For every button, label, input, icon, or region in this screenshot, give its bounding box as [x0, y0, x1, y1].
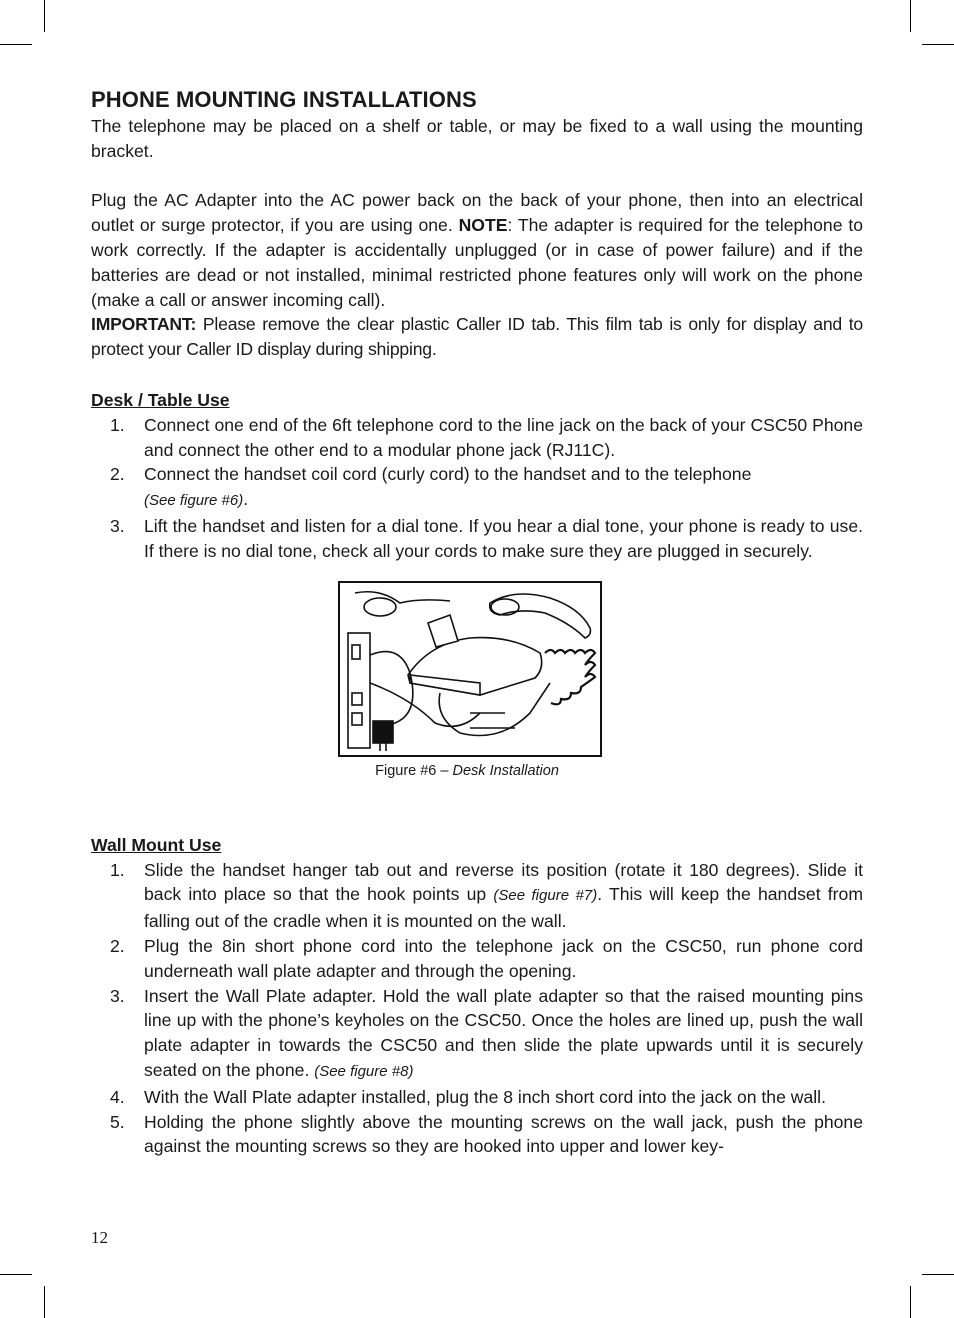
figure-reference: (See figure #6): [144, 492, 244, 510]
desk-installation-illustration: [338, 581, 602, 757]
crop-mark: [922, 44, 954, 45]
list-item: 2. Connect the handset coil cord (curly cord) to the handset and to the telephone (See figure #6).: [110, 464, 752, 510]
note-label: NOTE: [458, 215, 508, 236]
desk-steps: [91, 413, 863, 564]
desk-section-title: Desk / Table Use: [91, 389, 230, 410]
crop-mark: [44, 1286, 45, 1318]
figure-caption: Figure #6 – Desk Installation: [375, 762, 559, 779]
list-item: 2. Plug the 8in short phone cord into the telephone jack on the CSC50, run phone cord underneath wall plate adapter and through the opening.: [110, 935, 863, 981]
phone-illustration: [340, 583, 600, 755]
intro-paragraph: The telephone may be placed on a shelf or table, or may be fixed to a wall using the mounting bracket.: [91, 116, 863, 161]
important-paragraph: IMPORTANT: Please remove the clear plastic Caller ID tab. This film tab is only for display and to protect your Caller ID display during shipping.: [91, 314, 863, 360]
crop-mark: [0, 44, 32, 45]
wall-steps: [91, 858, 863, 1160]
page-title: PHONE MOUNTING INSTALLATIONS: [91, 87, 477, 112]
crop-mark: [922, 1274, 954, 1275]
figure: [91, 564, 863, 792]
crop-mark: [910, 1286, 911, 1318]
wall-section-title: Wall Mount Use: [91, 834, 222, 855]
page-content: [91, 86, 863, 1159]
important-label: IMPORTANT:: [91, 314, 197, 335]
crop-mark: [0, 1274, 32, 1275]
page-number: 12: [91, 1228, 108, 1247]
list-item: 3. Insert the Wall Plate adapter. Hold the wall plate adapter so that the raised mounting pins line up with the phone’s keyholes on the CSC50. Once the holes are lined up, push the wall plate adapter in towards the CSC50 and then slide the plate upwards until it is securely seated on the phone. (See figure #8): [110, 985, 863, 1080]
crop-mark: [910, 0, 911, 32]
list-item: 5. Holding the phone slightly above the mounting screws on the wall jack, push the phone against the mounting screws so they are hooked into upper and lower key-: [110, 1111, 863, 1157]
crop-mark: [44, 0, 45, 32]
adapter-paragraph: Plug the AC Adapter into the AC power back on the back of your phone, then into an electrical outlet or surge protector, if you are using one. NOTE: The adapter is required for the telephone to work correctly. If the adapter is accidentally unplugged (or in case of power failure) and if the batteries are dead or not installed, minimal restricted phone features only will work on the phone (make a call or answer incoming call).: [91, 190, 864, 310]
figure-reference: (See figure #8): [314, 1062, 414, 1080]
list-item: 4. With the Wall Plate adapter installed, plug the 8 inch short cord into the jack on the wall.: [110, 1086, 826, 1107]
list-item: 1. Slide the handset hanger tab out and reverse its position (rotate it 180 degrees). Slide it back into place so that the hook points up (See figure #7). This will keep the handset from falling out of the cradle when it is mounted on the wall.: [110, 859, 863, 932]
figure-reference: (See figure #7): [493, 887, 598, 905]
list-item: 3. Lift the handset and listen for a dial tone. If you hear a dial tone, your phone is ready to use. If there is no dial tone, check all your cords to make sure they are plugged in securely.: [110, 515, 863, 561]
list-item: 1. Connect one end of the 6ft telephone cord to the line jack on the back of your CSC50 Phone and connect the other end to a modular phone jack (RJ11C).: [110, 414, 863, 460]
